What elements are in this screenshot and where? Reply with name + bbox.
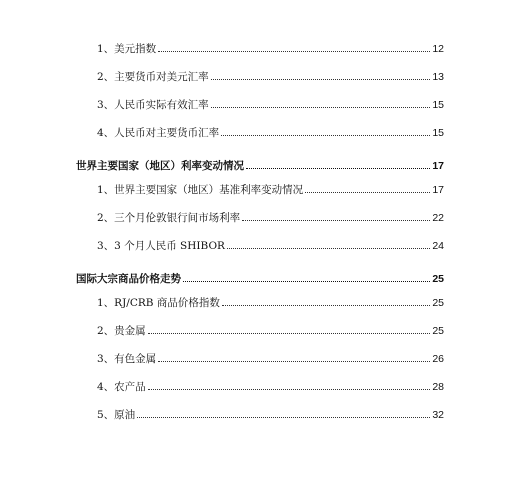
toc-entry-page: 24	[432, 240, 444, 252]
toc-entry[interactable]	[97, 37, 444, 55]
toc-dot-leader	[211, 107, 431, 108]
toc-dot-leader	[221, 135, 430, 136]
toc-entry-page: 15	[432, 99, 444, 111]
toc-section-label: 国际大宗商品价格走势	[76, 273, 181, 285]
toc-section-page: 25	[432, 273, 444, 285]
toc-entry[interactable]	[97, 347, 444, 365]
toc-section-page: 17	[432, 160, 444, 172]
toc-dot-leader	[211, 79, 431, 80]
toc-section-heading[interactable]	[76, 154, 444, 172]
toc-entry-page: 13	[432, 71, 444, 83]
toc-dot-leader	[158, 361, 430, 362]
toc-entry[interactable]	[97, 121, 444, 139]
toc-entry-label: 1、美元指数	[97, 43, 157, 55]
toc-dot-leader	[246, 168, 430, 169]
toc-entry-label: 5、原油	[97, 409, 136, 421]
toc-entry-label: 3、3 个月人民币 SHIBOR	[97, 240, 225, 252]
toc-dot-leader	[183, 281, 430, 282]
toc-entry[interactable]	[97, 291, 444, 309]
toc-entry-page: 22	[432, 212, 444, 224]
toc-entry-label: 4、人民币对主要货币汇率	[97, 127, 220, 139]
toc-entry-page: 28	[432, 381, 444, 393]
toc-dot-leader	[222, 305, 430, 306]
toc-dot-leader	[242, 220, 430, 221]
toc-entry-page: 25	[432, 297, 444, 309]
toc-entry-label: 2、主要货币对美元汇率	[97, 71, 209, 83]
toc-entry-page: 25	[432, 325, 444, 337]
toc-entry[interactable]	[97, 375, 444, 393]
toc-entry-page: 17	[432, 184, 444, 196]
toc-entry-label: 2、贵金属	[97, 325, 146, 337]
toc-entry-label: 2、三个月伦敦银行间市场利率	[97, 212, 241, 224]
toc-entry-page: 15	[432, 127, 444, 139]
toc-dot-leader	[148, 333, 431, 334]
toc-entry[interactable]	[97, 65, 444, 83]
toc-entry-page: 12	[432, 43, 444, 55]
toc-dot-leader	[158, 51, 430, 52]
toc-entry-label: 4、农产品	[97, 381, 146, 393]
toc-entry[interactable]	[97, 93, 444, 111]
toc-entry[interactable]	[97, 319, 444, 337]
toc-entry[interactable]	[97, 178, 444, 196]
toc-entry-label: 3、人民币实际有效汇率	[97, 99, 209, 111]
toc-entry-page: 26	[432, 353, 444, 365]
toc-entry[interactable]	[97, 403, 444, 421]
toc-section-heading[interactable]	[76, 267, 444, 285]
toc-section-label: 世界主要国家（地区）利率变动情况	[76, 160, 244, 172]
toc-dot-leader	[227, 248, 430, 249]
toc-entry-page: 32	[432, 409, 444, 421]
toc-entry-label: 1、世界主要国家（地区）基准利率变动情况	[97, 184, 304, 196]
toc-entry[interactable]	[97, 234, 444, 252]
toc-dot-leader	[137, 417, 430, 418]
toc-entry[interactable]	[97, 206, 444, 224]
toc-entry-label: 3、有色金属	[97, 353, 157, 365]
toc-entry-label: 1、RJ/CRB 商品价格指数	[97, 297, 220, 309]
toc-dot-leader	[305, 192, 430, 193]
toc-dot-leader	[148, 389, 431, 390]
